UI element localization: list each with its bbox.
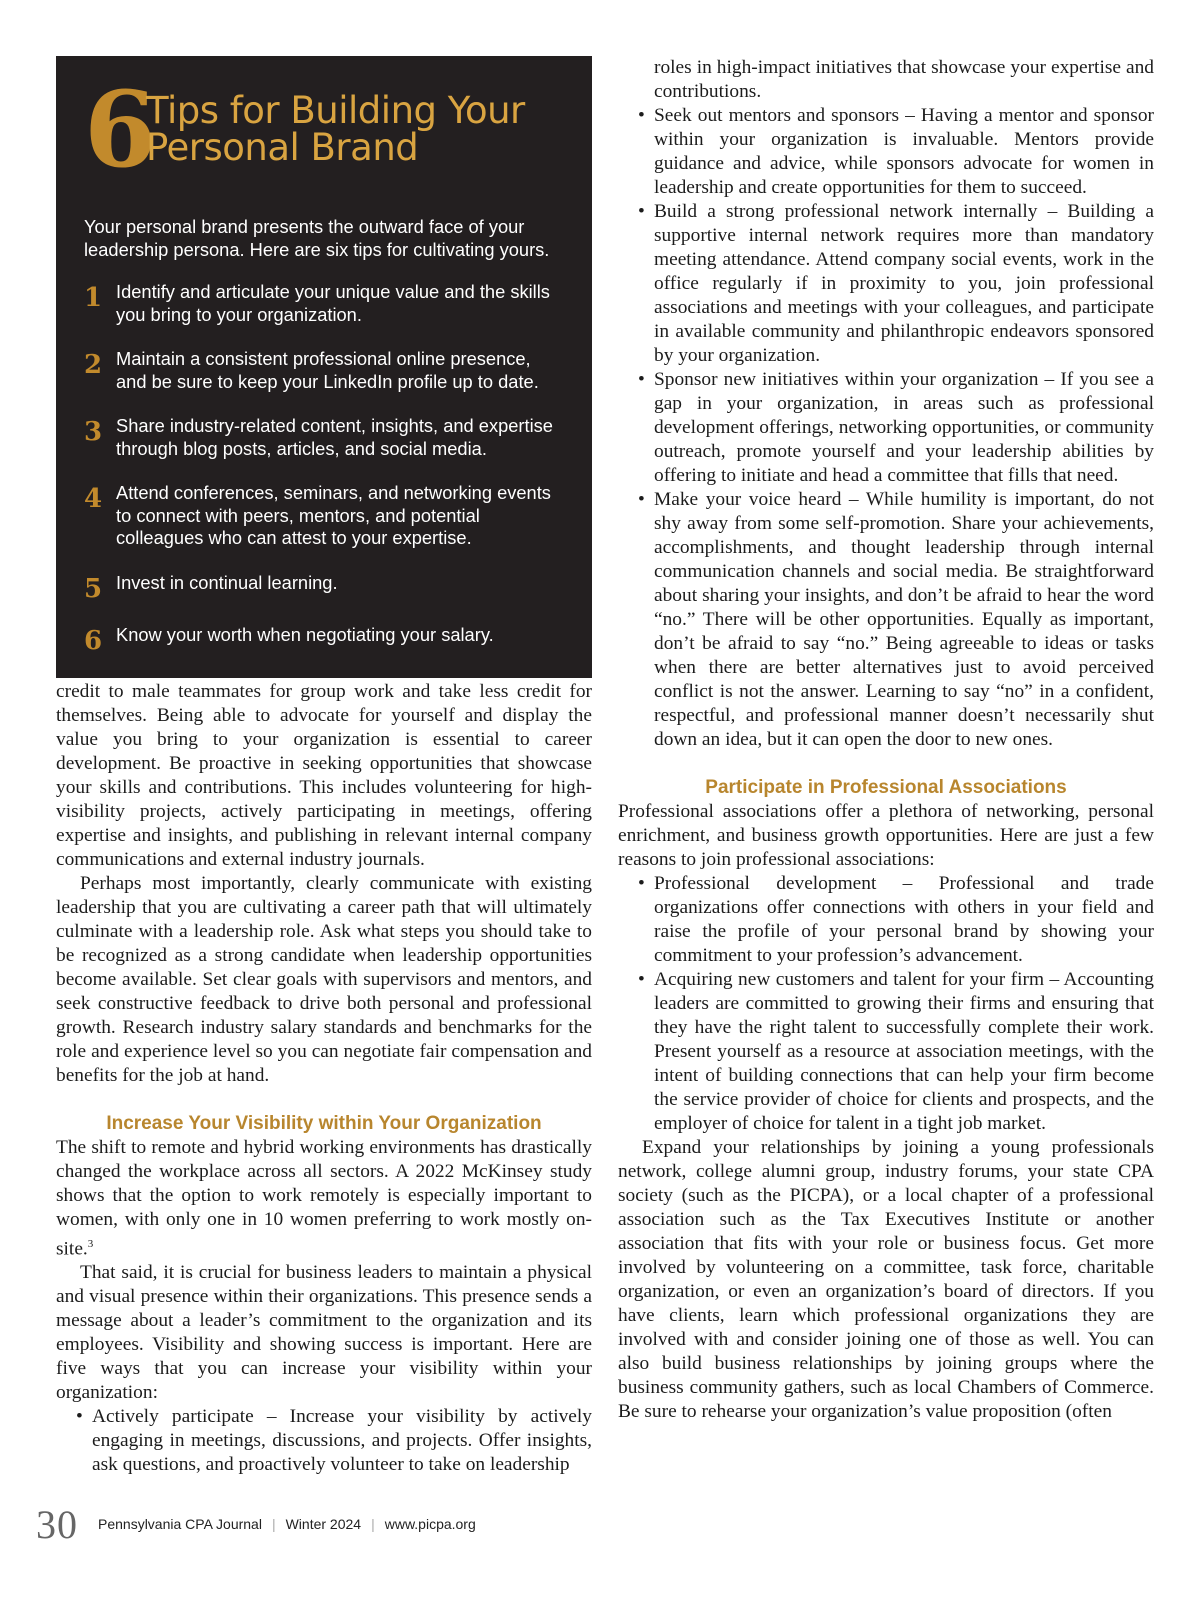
tip-item	[84, 572, 566, 602]
tip-text: Maintain a consistent professional online presence, and be sure to keep your LinkedIn profile up to date.	[116, 348, 539, 392]
list-item: • Professional development – Professional and trade organizations offer connections with others in your field and raise the profile of your personal brand by showing your commitment to your profession’s advancement.	[638, 873, 1154, 966]
bullet-text: Sponsor new initiatives within your organization – If you see a gap in your organization, in areas such as professional development offerings, networking opportunities, or community outreach, promote yourself and your leadership abilities by offering to initiate and head a committee that fills that need.	[654, 369, 1154, 486]
body-paragraph: Perhaps most importantly, clearly communicate with existing leadership that you are cultivating a career path that will ultimately culminate with a leadership role. Ask what steps you should take to be recognized as a strong candidate when leadership opportunities become available. Set clear goals with supervisors and mentors, and seek constructive feedback to drive both personal and professional growth. Research industry salary standards and benchmarks for the role and experience level so you can negotiate fair compensation and benefits for the job at hand.	[56, 873, 592, 1086]
bullet-list	[56, 1405, 592, 1477]
list-item: • Actively participate – Increase your visibility by actively engaging in meetings, discussions, and projects. Offer insights, ask questions, and proactively volunteer to take on leadership	[76, 1406, 592, 1476]
tips-title-line1: Tips for Building Your	[146, 89, 525, 132]
bullet-text: Build a strong professional network internally – Building a supportive internal network requires more than mandatory meeting attendance. Attend company social events, work in the office regularly if in proximity to you, join professional associations and meetings with your colleagues, and participate in available community and philanthropic endeavors sponsored by your organization.	[654, 201, 1154, 366]
tip-item	[84, 482, 566, 550]
tips-header	[84, 68, 566, 194]
tip-item	[84, 415, 566, 460]
section-heading-associations: Participate in Professional Associations	[705, 777, 1067, 798]
bullet-list	[618, 872, 1154, 1136]
tip-number: 6	[84, 625, 103, 656]
body-paragraph: credit to male teammates for group work and take less credit for themselves. Being able to advocate for yourself and display the value you bring to your organization is essential to career development. Be proactive in seeking opportunities that showcase your skills and contributions. This includes volunteering for high-visibility projects, actively participating in meetings, offering expertise and insights, and publishing in relevant internal company communications and external industry journals.	[56, 681, 592, 870]
website-link[interactable]: www.picpa.org	[384, 1516, 476, 1532]
bullet-list	[618, 104, 1154, 752]
tips-intro: Your personal brand presents the outward face of your leadership persona. Here are six tips for cultivating yours.	[84, 216, 550, 260]
tip-number: 5	[84, 573, 103, 604]
tips-title	[146, 89, 525, 169]
continued-bullet-text: roles in high-impact initiatives that showcase your expertise and contributions.	[654, 57, 1154, 102]
tips-sidebar	[56, 56, 592, 678]
footnote-marker: 3	[87, 1238, 94, 1250]
list-item: • Build a strong professional network internally – Building a supportive internal network requires more than mandatory meeting attendance. Attend company social events, work in the office regularly if in proximity to you, join professional associations and meetings with your colleagues, and participate in available community and philanthropic endeavors sponsored by your organization.	[638, 201, 1154, 366]
tip-text: Know your worth when negotiating your salary.	[116, 623, 494, 645]
body-paragraph	[56, 1136, 592, 1261]
tip-number: 1	[84, 283, 103, 313]
issue-date: Winter 2024	[285, 1516, 362, 1532]
list-item: • Make your voice heard – While humility is important, do not shy away from some self-promotion. Share your achievements, accomplishments, and thought leadership through internal communication channels and social media. Be straightforward about sharing your insights, and don’t be afraid to hear the word “no.” There will be other opportunities. Equally as important, don’t be afraid to say “no.” Being agreeable to ideas or tasks when there are better alternatives just to avoid perceived conflict is not the answer. Learning to say “no” in a confident, respectful, and professional manner doesn’t necessarily shut down an idea, but it can open the door to new ones.	[638, 489, 1154, 750]
bullet-text: Professional development – Professional and trade organizations offer connections with others in your field and raise the profile of your personal brand by showing your commitment to your profession’s advancement.	[654, 873, 1154, 966]
tip-item	[84, 624, 566, 654]
page-footer	[36, 1502, 476, 1546]
body-paragraph: Expand your relationships by joining a young professionals network, college alumni group, industry forums, your state CPA society (such as the PICPA), or a local chapter of a professional association such as the Tax Executives Institute or another association that fits with your role or business focus. Get more involved by volunteering on a committee, task force, charitable organization, or even an organization’s board of directors. If you have clients, learn which professional organizations they are involved with and consider joining one of those as well. You can also build business relationships by joining groups where the business community gathers, such as local Chambers of Commerce. Be sure to rehearse your organization’s value proposition (often	[618, 1137, 1154, 1422]
tip-item	[84, 281, 566, 326]
page-number: 30	[36, 1501, 78, 1547]
tip-text: Invest in continual learning.	[116, 571, 338, 593]
body-paragraph: That said, it is crucial for business leaders to maintain a physical and visual presence within their organizations. This presence sends a message about a leader’s commitment to the organization and its employees. Visibility and showing success is important. Here are five ways that you can increase your visibility within your organization:	[56, 1262, 592, 1404]
section-heading-visibility: Increase Your Visibility within Your Organization	[106, 1113, 542, 1134]
publication-name: Pennsylvania CPA Journal	[98, 1516, 262, 1532]
body-paragraph: Professional associations offer a plethora of networking, personal enrichment, and business growth opportunities. Here are just a few reasons to join professional associations:	[618, 801, 1154, 870]
right-column	[618, 56, 1154, 1424]
tip-item	[84, 348, 566, 393]
tip-text: Share industry-related content, insights, and expertise through blog posts, articles, and social media.	[116, 415, 553, 459]
list-item: • Seek out mentors and sponsors – Having a mentor and sponsor within your organization is invaluable. Mentors provide guidance and advice, while sponsors advocate for women in leadership and create opportunities for them to succeed.	[638, 105, 1154, 198]
bullet-text: Acquiring new customers and talent for your firm – Accounting leaders are committed to growing their firms and ensuring that they have the right talent to successfully complete their work. Present yourself as a resource at association meetings, with the intent of building connections that can help your firm become the service provider of choice for clients and prospects, and the employer of choice for talent in a tight job market.	[654, 969, 1154, 1134]
bullet-text: Seek out mentors and sponsors – Having a mentor and sponsor within your organization is invaluable. Mentors provide guidance and advice, while sponsors advocate for women in leadership and create opportunities for them to succeed.	[654, 105, 1154, 198]
list-item: • Sponsor new initiatives within your organization – If you see a gap in your organization, in areas such as professional development offerings, networking opportunities, or community outreach, promote yourself and your leadership abilities by offering to initiate and head a committee that fills that need.	[638, 369, 1154, 486]
tip-number: 4	[84, 484, 103, 514]
tips-title-line2: Personal Brand	[146, 126, 419, 169]
left-column	[56, 680, 592, 1477]
bullet-text: Actively participate – Increase your visibility by actively engaging in meetings, discussions, and projects. Offer insights, ask questions, and proactively volunteer to take on leadership	[92, 1406, 592, 1476]
tip-text: Attend conferences, seminars, and networking events to connect with peers, mentors, and potential colleagues who can attest to your expertise.	[116, 482, 551, 548]
tips-big-number: 6	[84, 68, 157, 191]
bullet-text: Make your voice heard – While humility is important, do not shy away from some self-promotion. Share your achievements, accomplishments, and thought leadership through internal communication channels and social media. Be straightforward about sharing your insights, and don’t be afraid to hear the word “no.” There will be other opportunities. Equally as important, don’t be afraid to say “no.” Being agreeable to ideas or tasks when there are better alternatives just to avoid perceived conflict is not the answer. Learning to say “no” in a confident, respectful, and professional manner doesn’t necessarily shut down an idea, but it can open the door to new ones.	[654, 489, 1154, 750]
tip-number: 3	[84, 417, 103, 447]
footer-separator: |	[371, 1516, 375, 1532]
paragraph-text: The shift to remote and hybrid working environments has drastically changed the workplace across all sectors. A 2022 McKinsey study shows that the option to work remotely is especially important to women, with only one in 10 women preferring to work mostly on-site.	[56, 1137, 592, 1260]
list-item: • Acquiring new customers and talent for your firm – Accounting leaders are committed to growing their firms and ensuring that they have the right talent to successfully complete their work. Present yourself as a resource at association meetings, with the intent of building connections that can help your firm become the service provider of choice for clients and prospects, and the employer of choice for talent in a tight job market.	[638, 969, 1154, 1134]
tip-number: 2	[84, 350, 103, 380]
tip-text: Identify and articulate your unique value and the skills you bring to your organization.	[116, 281, 550, 325]
footer-separator: |	[271, 1516, 276, 1532]
